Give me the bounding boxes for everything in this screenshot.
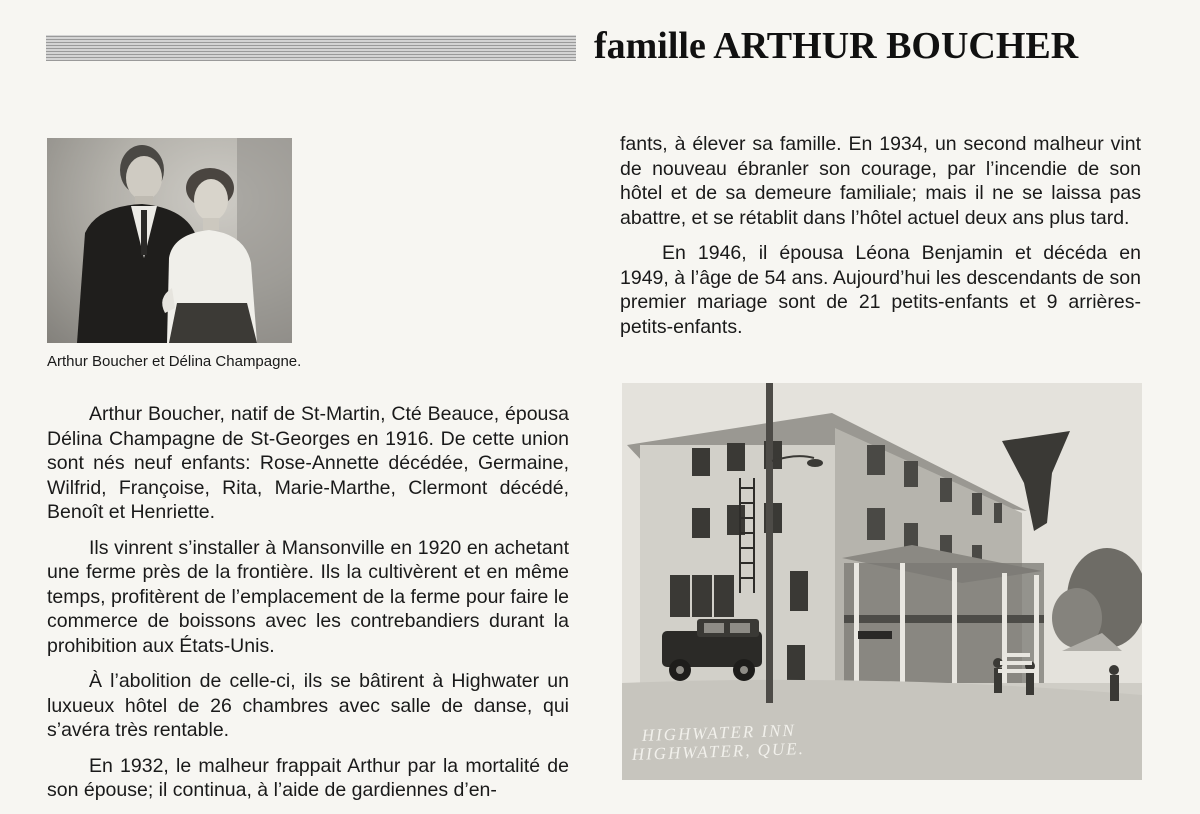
right-column bbox=[620, 132, 1141, 350]
paragraph: À l’abolition de celle-ci, ils se bâtirent à Highwater un luxueux hôtel de 26 chambres avec salle de danse, qui s’avéra très rentable. bbox=[47, 670, 569, 741]
hotel-photo bbox=[622, 383, 1142, 780]
portrait-photo bbox=[47, 138, 292, 343]
left-column bbox=[47, 402, 569, 814]
photo-inscription-line1: HIGHWATER INN bbox=[641, 720, 797, 745]
paragraph: En 1946, il épousa Léona Benjamin et décéda en 1949, à l’âge de 54 ans. Aujourd’hui les descendants de son premier mariage sont de 21 petits-enfants et 9 arrières-petits-enfants. bbox=[620, 242, 1141, 338]
paragraph: Arthur Boucher, natif de St-Martin, Cté Beauce, épousa Délina Champagne de St-Georges en 1916. De cette union sont nés neuf enfants: Rose-Annette décédée, Germaine, Wilfrid, Françoise, Rita, Marie-Marthe, Clermont décédé, Benoît et Henriette. bbox=[47, 403, 569, 523]
header-rule bbox=[46, 35, 576, 61]
portrait-caption: Arthur Boucher et Délina Champagne. bbox=[47, 353, 302, 370]
paragraph: fants, à élever sa famille. En 1934, un second malheur vint de nouveau ébranler son courage, par l’incendie de son hôtel et de sa demeure familiale; mais il ne se laissa pas abattre, et se rétablit dans l’hôtel actuel deux ans plus tard. bbox=[620, 133, 1141, 229]
page-title: famille ARTHUR BOUCHER bbox=[594, 25, 1079, 67]
photo-inscription-line2: HIGHWATER, QUE. bbox=[631, 738, 806, 764]
paragraph: En 1932, le malheur frappait Arthur par la mortalité de son épouse; il continua, à l’aide de gardiennes d’en- bbox=[47, 754, 569, 801]
paragraph: Ils vinrent s’installer à Mansonville en 1920 en achetant une ferme près de la frontière. Ils la cultivèrent et en même temps, profitèrent de l’emplacement de la ferme pour faire le commerce de boissons avec les contrebandiers durant la prohibition aux États-Unis. bbox=[47, 536, 569, 657]
